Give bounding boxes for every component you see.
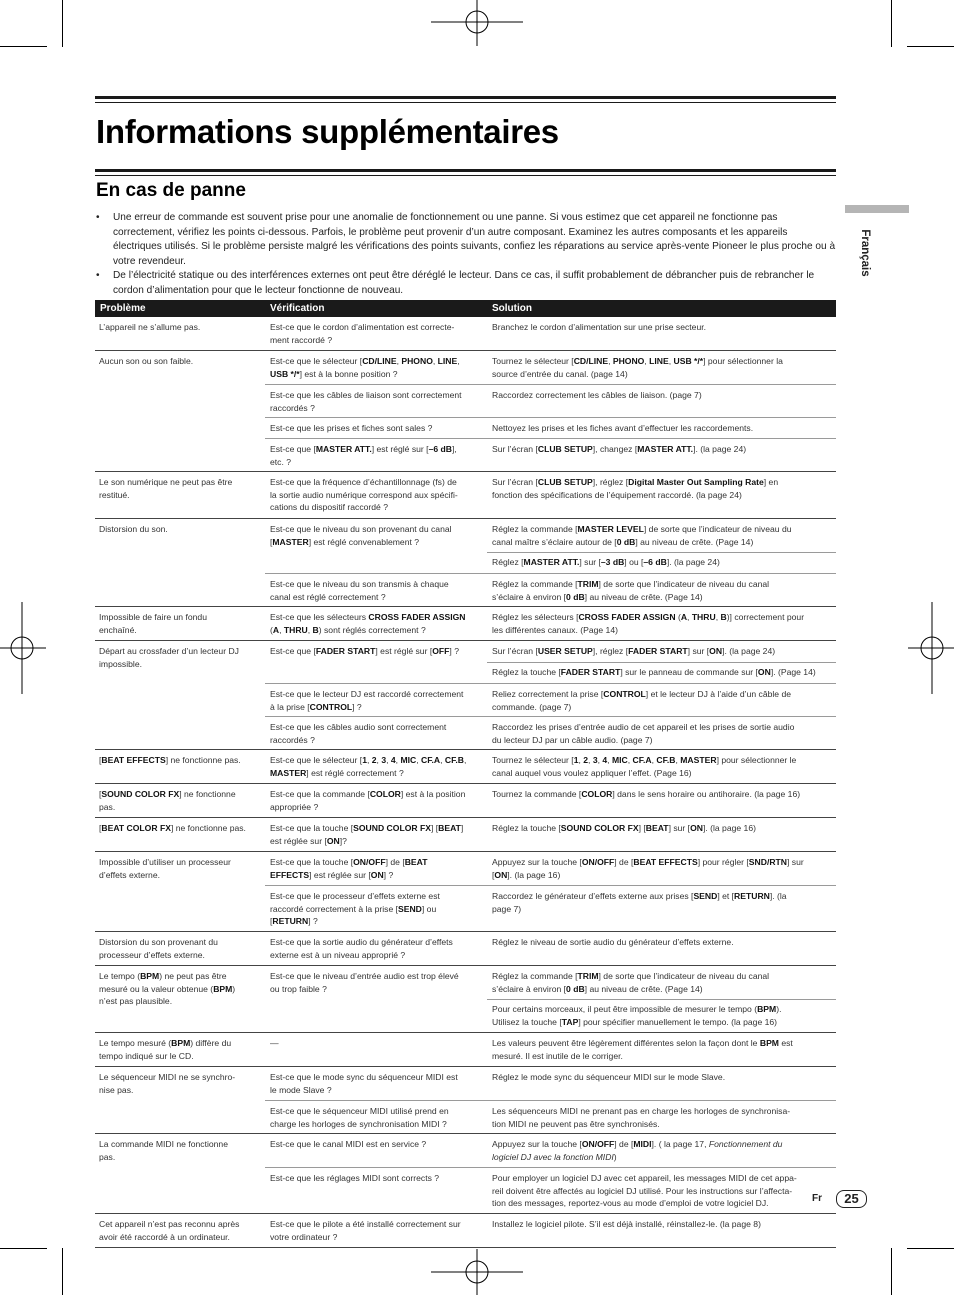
crop-mark — [0, 46, 47, 47]
title-rule — [95, 169, 836, 172]
registration-mark — [431, 1249, 523, 1295]
check-row — [265, 472, 836, 518]
check-row — [265, 966, 836, 1032]
verification-cell: Est-ce que le sélecteur [CD/LINE, PHONO, LINE, USB */*] est à la bonne position ? — [270, 356, 460, 379]
check-row — [265, 317, 836, 350]
troubleshooting-table — [95, 300, 836, 1248]
table-row — [95, 519, 836, 607]
solution-cell: Tournez le sélecteur [CD/LINE, PHONO, LINE, USB */*] pour sélectionner la source d’entrée du canal. (page 14) — [492, 356, 783, 379]
solution-cell: Tournez la commande [COLOR] dans le sens horaire ou antihoraire. (la page 16) — [492, 789, 801, 799]
verification-cell: Est-ce que le canal MIDI est en service ? — [270, 1139, 427, 1149]
problem-cell: Le tempo mesuré (BPM) diffère du tempo indiqué sur le CD. — [99, 1038, 232, 1061]
side-tab — [845, 205, 909, 213]
header-rule-thin — [95, 102, 836, 103]
registration-mark — [0, 602, 46, 694]
verification-cell: Est-ce que le lecteur DJ est raccordé correctement à la prise [CONTROL] ? — [270, 689, 464, 712]
problem-cell: Le son numérique ne peut pas être restitué. — [99, 477, 233, 500]
verification-cell: Est-ce que la commande [COLOR] est à la position appropriée ? — [270, 789, 466, 812]
verification-cell: Est-ce que la fréquence d’échantillonnage (fs) de la sortie audio numérique correspond aux spécifi- cations du dispositif raccordé ? — [270, 477, 458, 513]
verification-cell: Est-ce que la touche [SOUND COLOR FX] [BEAT] est réglée sur [ON]? — [270, 823, 464, 846]
solution-cell: Réglez les sélecteurs [CROSS FADER ASSIGN (A, THRU, B)] correctement pour les différentes canaux. (Page 14) — [492, 612, 805, 635]
solution-cell: Réglez le mode sync du séquenceur MIDI sur le mode Slave. — [492, 1072, 726, 1082]
check-row — [265, 1067, 836, 1100]
problem-cell: Départ au crossfader d’un lecteur DJ impossible. — [99, 646, 239, 669]
table-row — [95, 1067, 836, 1134]
problem-cell: La commande MIDI ne fonctionne pas. — [99, 1139, 228, 1162]
intro-bullet: • De l’électricité statique ou des interférences externes ont peut être déréglé le lecteur. Dans ce cas, il suffit probablement de débrancher puis de rebrancher le cordon d’alimentation pour que le lecteur fonctionne de nouveau. — [96, 269, 836, 298]
registration-mark — [908, 602, 954, 694]
table-row — [95, 932, 836, 966]
solution-cell: Réglez [MASTER ATT.] sur [–3 dB] ou [–6 dB]. (la page 24) — [492, 557, 720, 567]
check-row — [265, 573, 836, 606]
solution-divider — [487, 662, 836, 663]
crop-mark — [907, 1248, 954, 1249]
verification-cell: Est-ce que les prises et fiches sont sales ? — [270, 423, 433, 433]
problem-cell: [SOUND COLOR FX] ne fonctionne pas. — [99, 789, 236, 812]
solution-cell: Pour employer un logiciel DJ avec cet appareil, les messages MIDI de cet appa- reil doivent être affectés au logiciel DJ utilisé. Pour les instructions sur l’affecta- tion des messages, reportez-vous au mode d’emploi de votre logiciel DJ. — [492, 1173, 797, 1209]
verification-cell: Est-ce que les réglages MIDI sont corrects ? — [270, 1173, 440, 1183]
header-rule — [95, 96, 836, 99]
verification-cell: Est-ce que le cordon d’alimentation est correcte- ment raccordé ? — [270, 322, 455, 345]
solution-cell: Appuyez sur la touche [ON/OFF] de [MIDI]. ( la page 17, Fonctionnement du logiciel DJ avec la fonction MIDI) — [492, 1139, 783, 1162]
verification-cell: Est-ce que le pilote a été installé correctement sur votre ordinateur ? — [270, 1219, 461, 1242]
solution-cell: Les valeurs peuvent être légèrement différentes selon la façon dont le BPM est mesuré. Il est inutile de le corriger. — [492, 1038, 793, 1061]
check-row — [265, 784, 836, 817]
registration-mark — [431, 0, 523, 46]
solution-cell: Réglez le niveau de sortie audio du générateur d’effets externe. — [492, 937, 734, 947]
table-row — [95, 317, 836, 351]
solution-cell: Réglez la commande [TRIM] de sorte que l’indicateur de niveau du canal s’éclaire à environ [0 dB] au niveau de crête. (Page 14) — [492, 971, 770, 994]
verification-cell: Est-ce que le sélecteur [1, 2, 3, 4, MIC, CF.A, CF.B, MASTER] est réglé correctement ? — [270, 755, 467, 778]
crop-mark — [62, 1248, 63, 1295]
check-row — [265, 885, 836, 931]
crop-mark — [907, 46, 954, 47]
check-row — [265, 1033, 836, 1066]
verification-cell: Est-ce que [FADER START] est réglé sur [OFF] ? — [270, 646, 459, 656]
problem-cell: [BEAT EFFECTS] ne fonctionne pas. — [99, 755, 241, 765]
solution-cell: Installez le logiciel pilote. S’il est déjà installé, réinstallez-le. (la page 8) — [492, 1219, 761, 1229]
solution-cell: Réglez la touche [SOUND COLOR FX] [BEAT] sur [ON]. (la page 16) — [492, 823, 756, 833]
solution-cell: Appuyez sur la touche [ON/OFF] de [BEAT EFFECTS] pour régler [SND/RTN] sur [ON]. (la page 16) — [492, 857, 804, 880]
check-row — [265, 716, 836, 749]
problem-cell: Le séquenceur MIDI ne se synchro- nise pas. — [99, 1072, 236, 1095]
solution-cell: Raccordez le générateur d’effets externe aux prises [SEND] et [RETURN]. (la page 7) — [492, 891, 787, 914]
table-header — [95, 300, 836, 317]
verification-cell: Est-ce que les sélecteurs CROSS FADER ASSIGN (A, THRU, B) sont réglés correctement ? — [270, 612, 466, 635]
problem-cell: Distorsion du son. — [99, 524, 168, 534]
verification-cell: Est-ce que le mode sync du séquenceur MIDI est le mode Slave ? — [270, 1072, 458, 1095]
problem-cell: L’appareil ne s’allume pas. — [99, 322, 201, 332]
check-row — [265, 438, 836, 471]
solution-cell: Tournez le sélecteur [1, 2, 3, 4, MIC, CF.A, CF.B, MASTER] pour sélectionner le canal auquel vous voulez appliquer l’effet. (Page 16) — [492, 755, 797, 778]
check-row — [265, 607, 836, 640]
problem-cell: Impossible de faire un fondu enchaîné. — [99, 612, 207, 635]
table-row — [95, 966, 836, 1033]
check-row — [265, 1214, 836, 1247]
header-problem: Problème — [100, 303, 146, 314]
check-row — [265, 1134, 836, 1167]
check-row — [265, 1167, 836, 1213]
table-row — [95, 1033, 836, 1067]
verification-cell: Est-ce que le niveau d’entrée audio est trop élevé ou trop faible ? — [270, 971, 459, 994]
crop-mark — [891, 1248, 892, 1295]
table-row — [95, 351, 836, 472]
verification-cell: — — [270, 1038, 279, 1048]
table-row — [95, 641, 836, 750]
solution-cell: Raccordez correctement les câbles de liaison. (page 7) — [492, 390, 702, 400]
check-row — [265, 519, 836, 573]
problem-cell: Aucun son ou son faible. — [99, 356, 194, 366]
check-row — [265, 750, 836, 783]
verification-cell: Est-ce que les câbles de liaison sont correctement raccordés ? — [270, 390, 462, 413]
intro-bullet: • Une erreur de commande est souvent prise pour une anomalie de fonctionnement ou une panne. Si vous estimez que cet appareil ne fonctionne pas correctement, vérifiez les points ci-dessous. Parfois, le problème peut provenir d’un autre composant. Examinez les autres composants et les appareils électriques utilisés. Si le problème persiste malgré les vérifications des points suivants, confiez les réparations au service après-vente Pioneer le plus proche ou à votre revendeur. — [96, 211, 836, 269]
verification-cell: Est-ce que le niveau du son provenant du canal [MASTER] est réglé convenablement ? — [270, 524, 452, 547]
check-row — [265, 818, 836, 851]
table-row — [95, 818, 836, 852]
check-row — [265, 351, 836, 384]
solution-cell: Réglez la commande [TRIM] de sorte que l’indicateur de niveau du canal s’éclaire à environ [0 dB] au niveau de crête. (Page 14) — [492, 579, 770, 602]
check-row — [265, 932, 836, 965]
side-tab-label: Français — [859, 229, 871, 277]
solution-cell: Réglez la touche [FADER START] sur le panneau de commande sur [ON]. (Page 14) — [492, 667, 816, 677]
table-row — [95, 607, 836, 641]
intro-list — [96, 211, 836, 298]
page-number: 25 — [836, 1190, 867, 1208]
verification-cell: Est-ce que les câbles audio sont correctement raccordés ? — [270, 722, 447, 745]
verification-cell: Est-ce que le niveau du son transmis à chaque canal est réglé correctement ? — [270, 579, 449, 602]
header-solution: Solution — [492, 303, 532, 314]
table-row — [95, 1134, 836, 1214]
verification-cell: Est-ce que la touche [ON/OFF] de [BEAT EFFECTS] est réglée sur [ON] ? — [270, 857, 428, 880]
solution-cell: Raccordez les prises d’entrée audio de cet appareil et les prises de sortie audio du lecteur DJ par un câble audio. (page 7) — [492, 722, 795, 745]
solution-cell: Les séquenceurs MIDI ne prenant pas en charge les horloges de synchronisa- tion MIDI ne peuvent pas être synchronisés. — [492, 1106, 791, 1129]
solution-cell: Reliez correctement la prise [CONTROL] et le lecteur DJ à l’aide d’un câble de commande. (page 7) — [492, 689, 792, 712]
solution-divider — [487, 999, 836, 1000]
solution-cell: Sur l’écran [CLUB SETUP], changez [MASTER ATT.]. (la page 24) — [492, 444, 747, 454]
table-row — [95, 1214, 836, 1248]
solution-cell: Branchez le cordon d’alimentation sur une prise secteur. — [492, 322, 707, 332]
check-row — [265, 1100, 836, 1133]
table-row — [95, 784, 836, 818]
page-title: Informations supplémentaires — [96, 113, 559, 150]
problem-cell: Le tempo (BPM) ne peut pas être mesuré ou la valeur obtenue (BPM) n’est pas plausible. — [99, 971, 236, 1007]
check-row — [265, 417, 836, 438]
table-body — [95, 317, 836, 1248]
solution-cell: Sur l’écran [CLUB SETUP], réglez [Digital Master Out Sampling Rate] en fonction des spécifications de l’équipement raccordé. (la page 24) — [492, 477, 779, 500]
table-row — [95, 472, 836, 519]
table-row — [95, 852, 836, 932]
verification-cell: Est-ce que [MASTER ATT.] est réglé sur [–6 dB], etc. ? — [270, 444, 457, 467]
header-verification: Vérification — [270, 303, 325, 314]
problem-cell: Distorsion du son provenant du processeur d’effets externe. — [99, 937, 218, 960]
check-row — [265, 683, 836, 716]
check-row — [265, 852, 836, 885]
crop-mark — [891, 0, 892, 47]
solution-cell: Sur l’écran [USER SETUP], réglez [FADER START] sur [ON]. (la page 24) — [492, 646, 776, 656]
verification-cell: Est-ce que le processeur d’effets externe est raccordé correctement à la prise [SEND] ou [RETURN] ? — [270, 891, 440, 927]
problem-cell: Cet appareil n’est pas reconnu après avoir été raccordé à un ordinateur. — [99, 1219, 240, 1242]
solution-divider — [487, 552, 836, 553]
check-row — [265, 641, 836, 683]
problem-cell: Impossible d’utiliser un processeur d’effets externe. — [99, 857, 231, 880]
language-code: Fr — [812, 1193, 822, 1204]
solution-cell: Réglez la commande [MASTER LEVEL] de sorte que l’indicateur de niveau du canal maître s’éclaire autour de [0 dB] au niveau de crête. (Page 14) — [492, 524, 792, 547]
section-title: En cas de panne — [96, 180, 246, 201]
check-row — [265, 384, 836, 417]
crop-mark — [62, 0, 63, 47]
title-rule-thin — [95, 175, 836, 176]
problem-cell: [BEAT COLOR FX] ne fonctionne pas. — [99, 823, 246, 833]
verification-cell: Est-ce que la sortie audio du générateur d’effets externe est à un niveau approprié ? — [270, 937, 453, 960]
solution-cell: Nettoyez les prises et les fiches avant d’effectuer les raccordements. — [492, 423, 754, 433]
crop-mark — [0, 1248, 47, 1249]
table-row — [95, 750, 836, 784]
solution-cell: Pour certains morceaux, il peut être impossible de mesurer le tempo (BPM). Utilisez la touche [TAP] pour spécifier manuellement le tempo. (la page 16) — [492, 1004, 782, 1027]
verification-cell: Est-ce que le séquenceur MIDI utilisé prend en charge les horloges de synchronisation MIDI ? — [270, 1106, 449, 1129]
